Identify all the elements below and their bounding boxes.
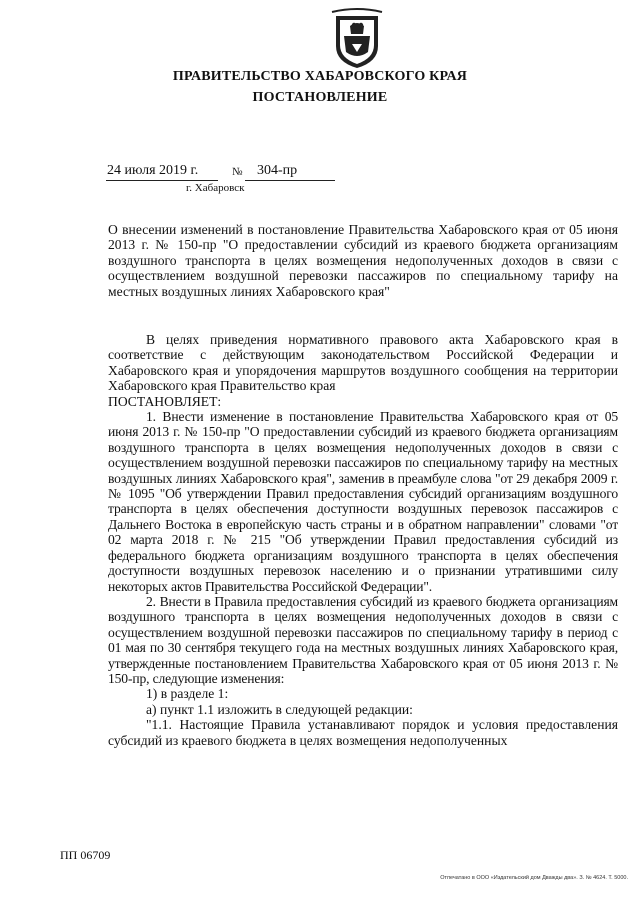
document-city: г. Хабаровск [186, 182, 245, 194]
printer-imprint: Отпечатано в ООО «Издательский дом Дважды два». З. № 4624. Т. 5000. [440, 875, 628, 881]
number-sign: № [232, 166, 243, 178]
document-date: 24 июля 2019 г. [107, 163, 199, 178]
footer-code: ПП 06709 [60, 848, 111, 862]
government-name: ПРАВИТЕЛЬСТВО ХАБАРОВСКОГО КРАЯ [172, 69, 468, 84]
paragraph-2-item-1a-text: "1.1. Настоящие Правила устанавливают порядок и условия предоставления субсидий из краевого бюджета в целях возмещения недополученных [108, 717, 618, 748]
document-body [108, 332, 618, 748]
number-underline [245, 180, 335, 181]
date-underline [106, 180, 218, 181]
intro-paragraph: В целях приведения нормативного правового акта Хабаровского края в соответствие с действующим законодательством Российской Федерации и Хабаровского края и упорядочения маршрутов воздушного сообщения на территории Хабаровского края Правительство края [108, 332, 618, 394]
paragraph-2: 2. Внести в Правила предоставления субсидий из краевого бюджета организациям воздушного транспорта в целях возмещения недополученных доходов в связи с осуществлением воздушной перевозки пассажиров по специальному тарифу в период с 01 мая по 30 сентября текущего года на местных воздушных линиях Хабаровского края, утвержденные постановлением Правительства Хабаровского края от 05 июня 2013 г. № 150-пр, следующие изменения: [108, 593, 618, 686]
paragraph-2-item-1a: а) пункт 1.1 изложить в следующей редакции: [146, 701, 413, 717]
document-subject: О внесении изменений в постановление Правительства Хабаровского края от 05 июня 2013 г. № 150-пр "О предоставлении субсидий из краевого бюджета организациям воздушного транспорта в целях возмещения недополученных доходов в связи с осуществлением воздушной перевозки пассажиров по специальному тарифу на местных воздушных линиях Хабаровского края" [108, 222, 618, 299]
document-type-title: ПОСТАНОВЛЕНИЕ [252, 90, 388, 105]
decree-heading: ПОСТАНОВЛЯЕТ: [108, 393, 222, 409]
paragraph-2-item-1: 1) в разделе 1: [146, 686, 229, 702]
coat-of-arms-emblem-icon [330, 6, 384, 70]
paragraph-1: 1. Внести изменение в постановление Правительства Хабаровского края от 05 июня 2013 г. № 150-пр "О предоставлении субсидий из краевого бюджета организациям воздушного транспорта в целях возмещения недополученных доходов в связи с осуществлением воздушной перевозки пассажиров по специальному тарифу на местных воздушных линиях Хабаровского края", заменив в преамбуле слова "от 29 декабря 2009 г. № 1095 "Об утверждении Правил предоставления субсидий организациям воздушного транспорта в целях обеспечения доступности воздушных перевозок пассажиров с Дальнего Востока в европейскую часть страны и в обратном направлении" словами "от 02 марта 2018 г. № 215 "Об утверждении Правил предоставления субсидий из федерального бюджета организациям воздушного транспорта в целях обеспечения доступности воздушных перевозок населению и о признании утратившими силу некоторых актов Правительства Российской Федерации". [108, 409, 618, 594]
document-number: 304-пр [257, 163, 298, 178]
